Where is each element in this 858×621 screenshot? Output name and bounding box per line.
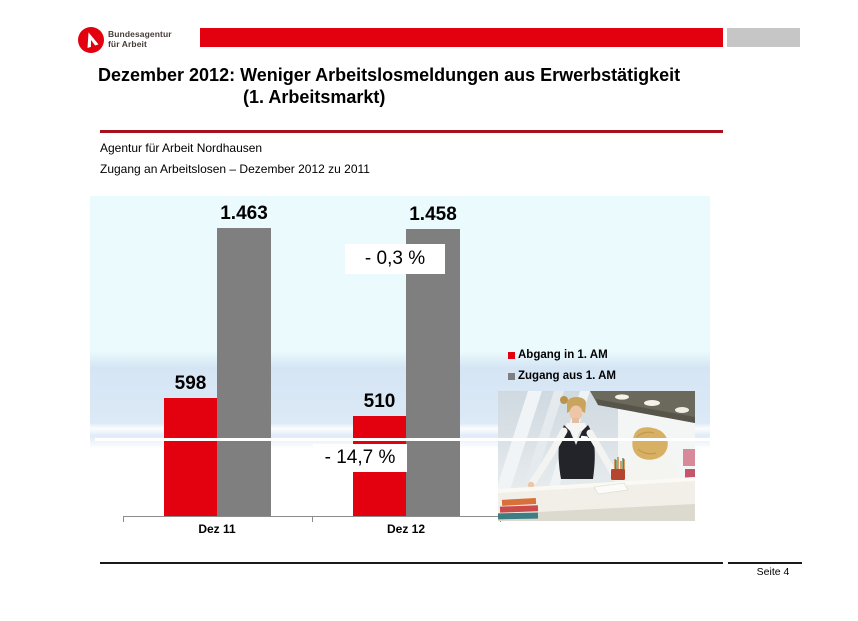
x-axis-label-dez-11: Dez 11	[198, 522, 236, 536]
bar-zugang-dez-11	[217, 228, 271, 516]
x-axis-label-dez-12: Dez 12	[386, 522, 426, 536]
x-axis-tick	[123, 516, 124, 522]
logo-wordmark	[108, 30, 172, 49]
bundesagentur-logo-icon	[78, 27, 104, 53]
legend-item	[508, 349, 616, 361]
legend-swatch-icon	[508, 352, 515, 359]
legend-item	[508, 370, 616, 382]
bar-value-zugang-dez-11: 1.463	[220, 203, 268, 224]
page-title	[98, 64, 758, 108]
legend-swatch-icon	[508, 373, 515, 380]
page-number: Seite 4	[756, 566, 790, 578]
chart-legend	[508, 349, 616, 391]
header-gray-bar	[727, 28, 800, 47]
title-line2: (1. Arbeitsmarkt)	[243, 87, 386, 107]
legend-label: Abgang in 1. AM	[518, 349, 608, 361]
header-red-bar	[200, 28, 723, 47]
x-axis-tick	[312, 516, 313, 522]
agency-name: Agentur für Arbeit Nordhausen	[100, 141, 263, 155]
title-line1: Dezember 2012: Weniger Arbeitslosmeldungen aus Erwerbstätigkeit	[98, 65, 681, 85]
title-divider-rule	[100, 130, 723, 133]
change-annotation-2: - 14,7 %	[313, 444, 407, 472]
footer-rule-short	[728, 562, 802, 564]
footer-rule	[100, 562, 723, 564]
office-photo	[498, 391, 695, 521]
bar-abgang-dez-11	[164, 398, 217, 516]
legend-label: Zugang aus 1. AM	[518, 370, 616, 382]
logo-line1: Bundesagentur	[108, 29, 172, 39]
change-annotation-1: - 0,3 %	[345, 244, 445, 274]
bar-value-abgang-dez-11: 598	[174, 373, 207, 394]
chart-subject: Zugang an Arbeitslosen – Dezember 2012 zu 2011	[100, 162, 370, 176]
logo-line2: für Arbeit	[108, 38, 147, 49]
bar-value-zugang-dez-12: 1.458	[409, 204, 457, 225]
chart-gridline	[95, 438, 710, 441]
bar-value-abgang-dez-12: 510	[363, 391, 396, 412]
